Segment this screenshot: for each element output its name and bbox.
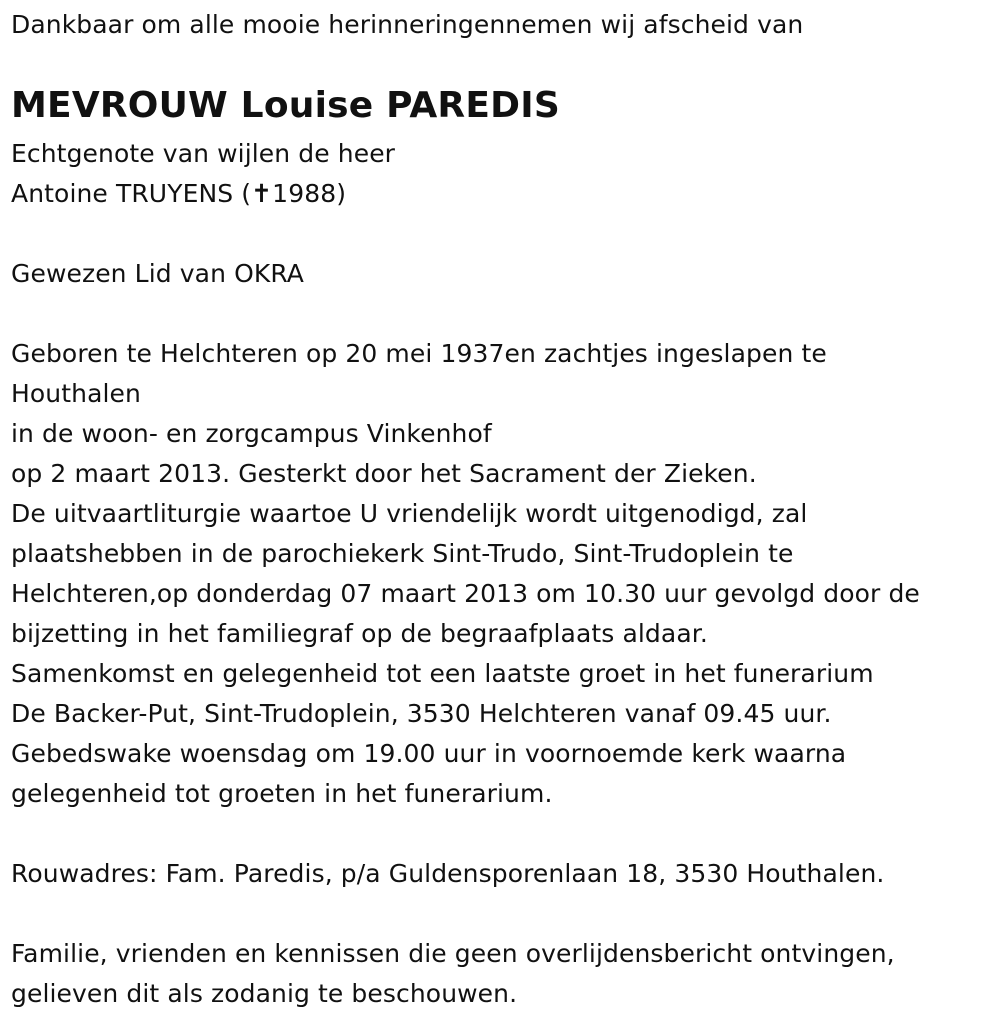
- body-line: Geboren te Helchteren op 20 mei 1937en zachtjes ingeslapen te: [11, 339, 827, 368]
- body-line: Houthalen: [11, 379, 141, 408]
- intro-text: Dankbaar om alle mooie herinneringennemen wij afscheid van: [11, 10, 804, 39]
- body-line: Samenkomst en gelegenheid tot een laatste groet in het funerarium: [11, 659, 874, 688]
- closing-line: Familie, vrienden en kennissen die geen overlijdensbericht ontvingen,: [11, 939, 895, 968]
- deceased-name: MEVROUW Louise PAREDIS: [11, 85, 560, 126]
- body-line: bijzetting in het familiegraf op de begraafplaats aldaar.: [11, 619, 708, 648]
- membership-text: Gewezen Lid van OKRA: [11, 259, 305, 288]
- body-line: in de woon- en zorgcampus Vinkenhof: [11, 419, 492, 448]
- body-line: op 2 maart 2013. Gesterkt door het Sacrament der Zieken.: [11, 459, 757, 488]
- spouse-line-2: Antoine TRUYENS (✝1988): [11, 179, 347, 208]
- closing-line: gelieven dit als zodanig te beschouwen.: [11, 979, 518, 1008]
- body-line: plaatshebben in de parochiekerk Sint-Trudo, Sint-Trudoplein te: [11, 539, 794, 568]
- body-line: De uitvaartliturgie waartoe U vriendelijk wordt uitgenodigd, zal: [11, 499, 808, 528]
- body-line: Gebedswake woensdag om 19.00 uur in voornoemde kerk waarna: [11, 739, 847, 768]
- spouse-line-1: Echtgenote van wijlen de heer: [11, 139, 396, 168]
- body-line: gelegenheid tot groeten in het funerarium.: [11, 779, 553, 808]
- body-line: De Backer-Put, Sint-Trudoplein, 3530 Helchteren vanaf 09.45 uur.: [11, 699, 832, 728]
- body-line: Helchteren,op donderdag 07 maart 2013 om 10.30 uur gevolgd door de: [11, 579, 920, 608]
- mourning-address: Rouwadres: Fam. Paredis, p/a Guldensporenlaan 18, 3530 Houthalen.: [11, 859, 885, 888]
